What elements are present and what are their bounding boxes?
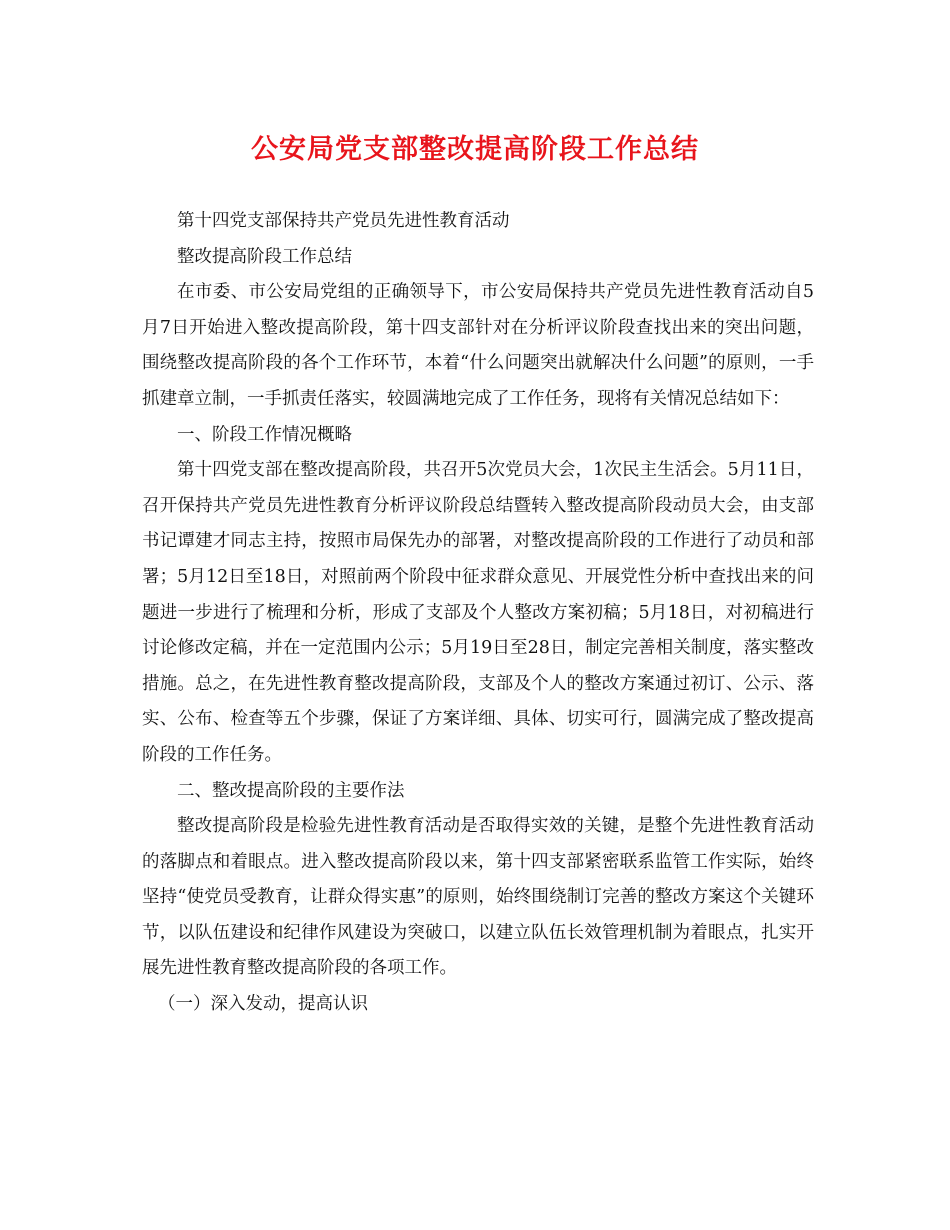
section-heading-methods: 二、整改提高阶段的主要作法: [177, 780, 405, 801]
paragraph-methods: 整改提高阶段是检验先进性教育活动是否取得实效的关键，是整个先进性教育活动的落脚点和着眼点。进入整改提高阶段以来，第十四支部紧密联系监管工作实际，始终坚持“使党员受教育，让群众得实惠”的原则，始终围绕制订完善的整改方案这个关键环节，以队伍建设和纪律作风建设为突破口，以建立队伍长效管理机制为着眼点，扎实开展先进性教育整改提高阶段的各项工作。: [142, 816, 814, 979]
paragraph-heading-branch: 第十四党支部保持共产党员先进性教育活动: [177, 211, 510, 231]
subsection-heading-mobilize: （一）深入发动，提高认识: [158, 994, 368, 1015]
section-heading-overview: 一、阶段工作情况概略: [177, 424, 352, 445]
document-body: [142, 204, 814, 1023]
document-title: 公安局党支部整改提高阶段工作总结: [251, 134, 699, 165]
paragraph-intro: 在市委、市公安局党组的正确领导下，市公安局保持共产党员先进性教育活动自5月7日开始进入整改提高阶段，第十四支部针对在分析评议阶段查找出来的突出问题，围绕整改提高阶段的各个工作环节，本着“什么问题突出就解决什么问题”的原则，一手抓建章立制，一手抓责任落实，较圆满地完成了工作任务，现将有关情况总结如下：: [142, 282, 814, 409]
paragraph-heading-subtitle: 整改提高阶段工作总结: [177, 246, 352, 267]
paragraph-overview: 第十四党支部在整改提高阶段，共召开5次党员大会，1次民主生活会。5月11日，召开保持共产党员先进性教育分析评议阶段总结暨转入整改提高阶段动员大会，由支部书记谭建才同志主持，按照市局保先办的部署，对整改提高阶段的工作进行了动员和部署；5月12日至18日，对照前两个阶段中征求群众意见、开展党性分析中查找出来的问题进一步进行了梳理和分析，形成了支部及个人整改方案初稿；5月18日，对初稿进行讨论修改定稿，并在一定范围内公示；5月19日至28日，制定完善相关制度，落实整改措施。总之，在先进性教育整改提高阶段，支部及个人的整改方案通过初订、公示、落实、公布、检查等五个步骤，保证了方案详细、具体、切实可行，圆满完成了整改提高阶段的工作任务。: [142, 460, 814, 765]
